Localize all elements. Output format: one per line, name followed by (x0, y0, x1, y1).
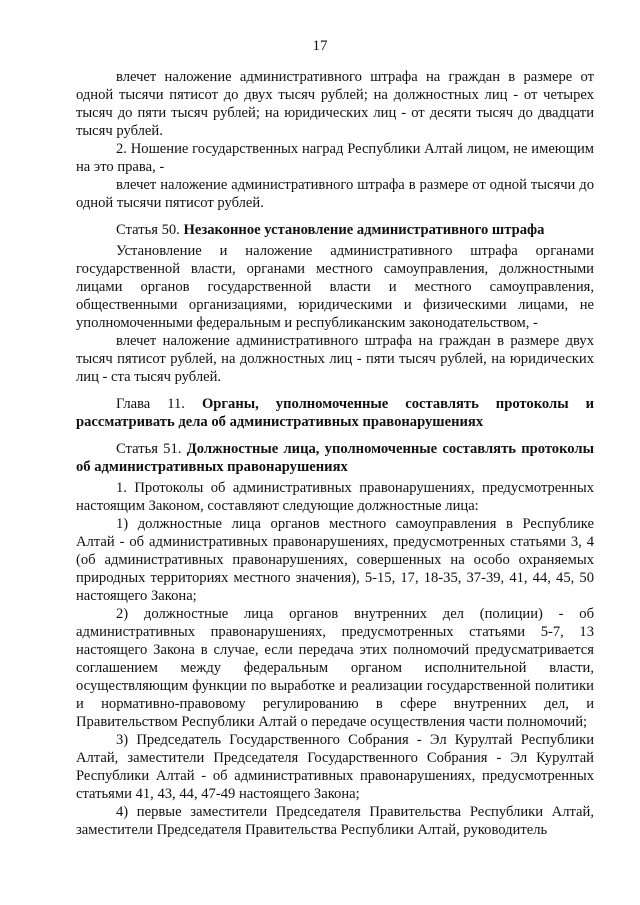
list-item: 3) Председатель Государственного Собрания - Эл Курултай Республики Алтай, заместители Председателя Государственного Собрания - Эл Курултай Республики Алтай - об административных правонарушениях, предусмотренных статьями 41, 43, 44, 47-49 настоящего Закона; (76, 732, 594, 802)
paragraph: влечет наложение административного штрафа на граждан в размере от одной тысячи пятисот до двух тысяч рублей; на должностных лиц - от четырех тысяч до пяти тысяч рублей; на юридических лиц - от десяти тысяч до двадцати тысяч рублей. (76, 69, 594, 139)
chapter-11-prefix: Глава 11. (116, 396, 185, 412)
list-item: 4) первые заместители Председателя Правительства Республики Алтай, заместители Председателя Правительства Республики Алтай, руководитель (76, 804, 594, 838)
chapter-11-heading (76, 395, 594, 431)
list-item: 1) должностные лица органов местного самоуправления в Республике Алтай - об административных правонарушениях, предусмотренных статьями 3, 4 (об административных правонарушениях, совершенных на особо охраняемых природных территориях местного значения), 5-15, 17, 18-35, 37-39, 41, 44, 45, 50 настоящего Закона; (76, 516, 594, 604)
article-51-prefix: Статья 51. (116, 441, 182, 457)
list-item: 2) должностные лица органов внутренних дел (полиции) - об административных правонарушениях, предусмотренных статьями 5-7, 13 настоящего Закона в случае, если передача этих полномочий предусматривается соглашением между федеральным органом исполнительной власти, осуществляющим функции по выработке и реализации государственной политики и нормативно-правовому регулированию в сфере внутренних дел, и Правительством Республики Алтай о передаче осуществления части полномочий; (76, 606, 594, 730)
article-50-heading (76, 221, 594, 239)
article-50-title: Незаконное установление административного штрафа (183, 222, 545, 238)
article-51-title: Должностные лица, уполномоченные составлять протоколы об административных правонарушениях (76, 441, 594, 475)
paragraph: Установление и наложение административного штрафа органами государственной власти, органами местного самоуправления, должностными лицами органов государственной власти и местного самоуправления, общественными организациями, юридическими и физическими лицами, не уполномоченными федеральным и республиканским законодательством, - (76, 243, 594, 331)
page-number: 17 (312, 38, 328, 54)
paragraph: влечет наложение административного штрафа в размере от одной тысячи до одной тысячи пятисот рублей. (76, 177, 594, 211)
article-51-heading (76, 440, 594, 476)
paragraph: влечет наложение административного штрафа на граждан в размере двух тысяч пятисот рублей, на должностных лиц - пяти тысяч рублей, на юридических лиц - ста тысяч рублей. (76, 333, 594, 385)
document-body (76, 68, 594, 839)
article-50-prefix: Статья 50. (116, 222, 180, 238)
paragraph: 1. Протоколы об административных правонарушениях, предусмотренных настоящим Законом, составляют следующие должностные лица: (76, 480, 594, 514)
paragraph: 2. Ношение государственных наград Республики Алтай лицом, не имеющим на это права, - (76, 141, 594, 175)
chapter-11-title: Органы, уполномоченные составлять протоколы и рассматривать дела об административных правонарушениях (76, 396, 594, 430)
